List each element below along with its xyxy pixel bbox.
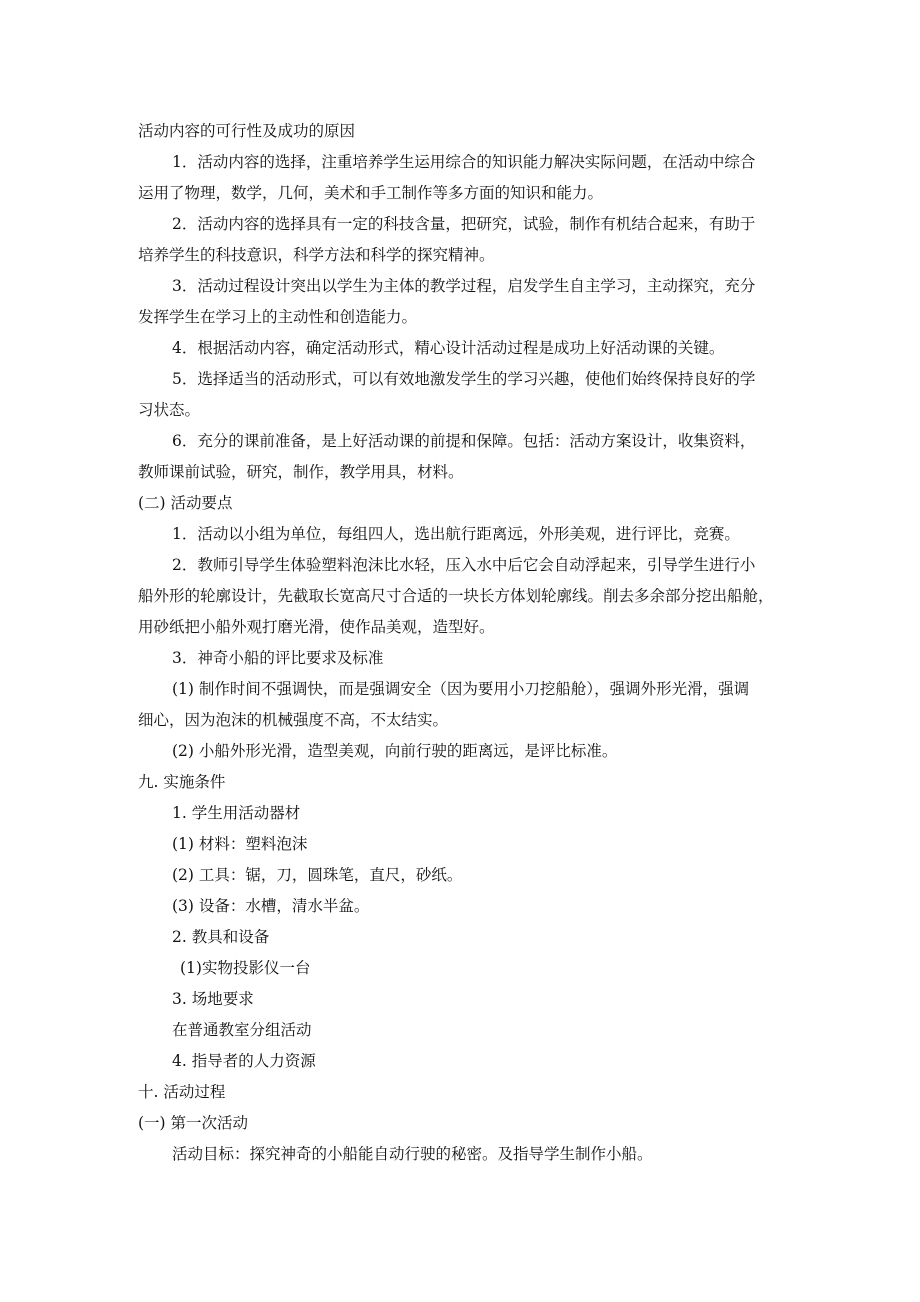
paragraph-line: 培养学生的科技意识，科学方法和科学的探究精神。 bbox=[138, 246, 495, 264]
section-heading: (二) 活动要点 bbox=[138, 494, 233, 512]
paragraph-line: 1．活动内容的选择，注重培养学生运用综合的知识能力解决实际问题，在活动中综合 bbox=[172, 153, 756, 171]
paragraph-line: 1．活动以小组为单位，每组四人，选出航行距离远，外形美观，进行评比，竞赛。 bbox=[172, 525, 740, 543]
list-item: 3. 场地要求 bbox=[172, 990, 254, 1008]
paragraph-line: 教师课前试验，研究，制作，教学用具，材料。 bbox=[138, 463, 464, 481]
list-item: 在普通教室分组活动 bbox=[172, 1021, 312, 1039]
paragraph-line: 运用了物理，数学，几何，美术和手工制作等多方面的知识和能力。 bbox=[138, 184, 604, 202]
paragraph-line: 2．教师引导学生体验塑料泡沫比水轻，压入水中后它会自动浮起来，引导学生进行小 bbox=[172, 556, 756, 574]
list-item: (1)实物投影仪一台 bbox=[180, 959, 311, 977]
list-item: 4. 指导者的人力资源 bbox=[172, 1052, 316, 1070]
paragraph-line: (2) 小船外形光滑，造型美观，向前行驶的距离远，是评比标准。 bbox=[172, 742, 618, 760]
paragraph-line: 发挥学生在学习上的主动性和创造能力。 bbox=[138, 308, 418, 326]
section-heading: 九. 实施条件 bbox=[138, 773, 226, 791]
paragraph-line: 2．活动内容的选择具有一定的科技含量，把研究，试验，制作有机结合起来，有助于 bbox=[172, 215, 756, 233]
paragraph-line: 习状态。 bbox=[138, 401, 201, 419]
paragraph-line: 3．神奇小船的评比要求及标准 bbox=[172, 649, 384, 667]
paragraph-line: 用砂纸把小船外观打磨光滑，使作品美观，造型好。 bbox=[138, 618, 495, 636]
paragraph-line: 5．选择适当的活动形式，可以有效地激发学生的学习兴趣，使他们始终保持良好的学 bbox=[172, 370, 756, 388]
section-heading: 活动内容的可行性及成功的原因 bbox=[138, 122, 356, 140]
list-item: (1) 材料：塑料泡沫 bbox=[172, 835, 308, 853]
paragraph-line: 活动目标：探究神奇的小船能自动行驶的秘密。及指导学生制作小船。 bbox=[172, 1145, 653, 1163]
list-item: (2) 工具：锯，刀，圆珠笔，直尺，砂纸。 bbox=[172, 866, 463, 884]
list-item: (3) 设备：水槽，清水半盆。 bbox=[172, 897, 370, 915]
document-page bbox=[138, 116, 784, 1170]
paragraph-line: 细心，因为泡沫的机械强度不高，不太结实。 bbox=[138, 711, 449, 729]
paragraph-line: 3．活动过程设计突出以学生为主体的教学过程，启发学生自主学习，主动探究，充分 bbox=[172, 277, 756, 295]
paragraph-line: 4．根据活动内容，确定活动形式，精心设计活动过程是成功上好活动课的关键。 bbox=[172, 339, 725, 357]
paragraph-line: 6．充分的课前准备，是上好活动课的前提和保障。包括：活动方案设计，收集资料， bbox=[172, 432, 756, 450]
list-item: 1. 学生用活动器材 bbox=[172, 804, 301, 822]
section-heading: (一) 第一次活动 bbox=[138, 1114, 249, 1132]
section-heading: 十. 活动过程 bbox=[138, 1083, 226, 1101]
paragraph-line: (1) 制作时间不强调快，而是强调安全（因为要用小刀挖船舱），强调外形光滑，强调 bbox=[172, 680, 750, 698]
paragraph-line: 船外形的轮廓设计，先截取长宽高尺寸合适的一块长方体划轮廓线。削去多余部分挖出船舱， bbox=[138, 587, 774, 605]
list-item: 2. 教具和设备 bbox=[172, 928, 270, 946]
